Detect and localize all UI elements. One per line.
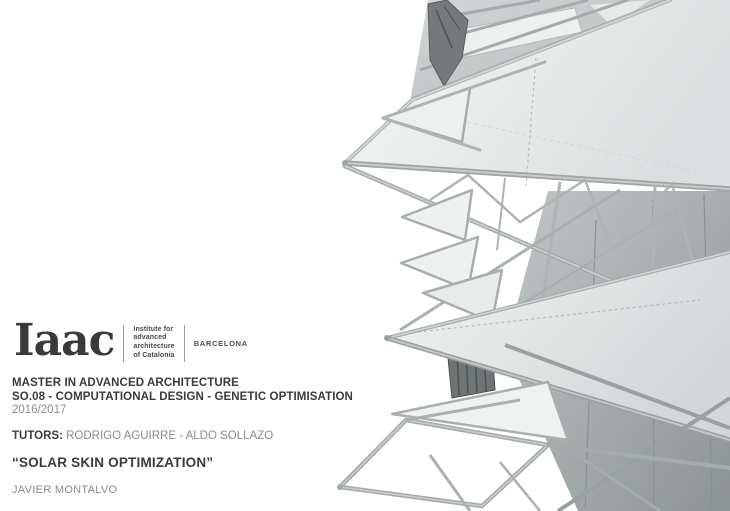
institute-name bbox=[133, 326, 174, 360]
logo-divider bbox=[184, 325, 185, 362]
logo-city-label: BARCELONA bbox=[193, 338, 248, 348]
program-title: MASTER IN ADVANCED ARCHITECTURE bbox=[12, 377, 239, 389]
project-title: “SOLAR SKIN OPTIMIZATION” bbox=[12, 455, 214, 470]
iaac-logo bbox=[14, 315, 248, 366]
tutors-line bbox=[12, 430, 372, 444]
institute-line: of Catalonia bbox=[133, 351, 175, 359]
logo-divider bbox=[123, 325, 124, 362]
author-name: JAVIER MONTALVO bbox=[12, 484, 118, 496]
tutors-label: TUTORS: bbox=[12, 429, 63, 442]
institute-line: architecture bbox=[133, 343, 175, 350]
course-title: SO.08 - COMPUTATIONAL DESIGN - GENETIC OPTIMISATION bbox=[12, 390, 353, 403]
title-block bbox=[12, 377, 372, 496]
iaac-wordmark: Iaac bbox=[14, 315, 115, 366]
tutors-names: RODRIGO AGUIRRE - ALDO SOLLAZO bbox=[66, 429, 274, 442]
academic-year: 2016/2017 bbox=[12, 404, 67, 416]
institute-line: Institute for bbox=[133, 325, 174, 333]
institute-line: advanced bbox=[133, 334, 167, 342]
